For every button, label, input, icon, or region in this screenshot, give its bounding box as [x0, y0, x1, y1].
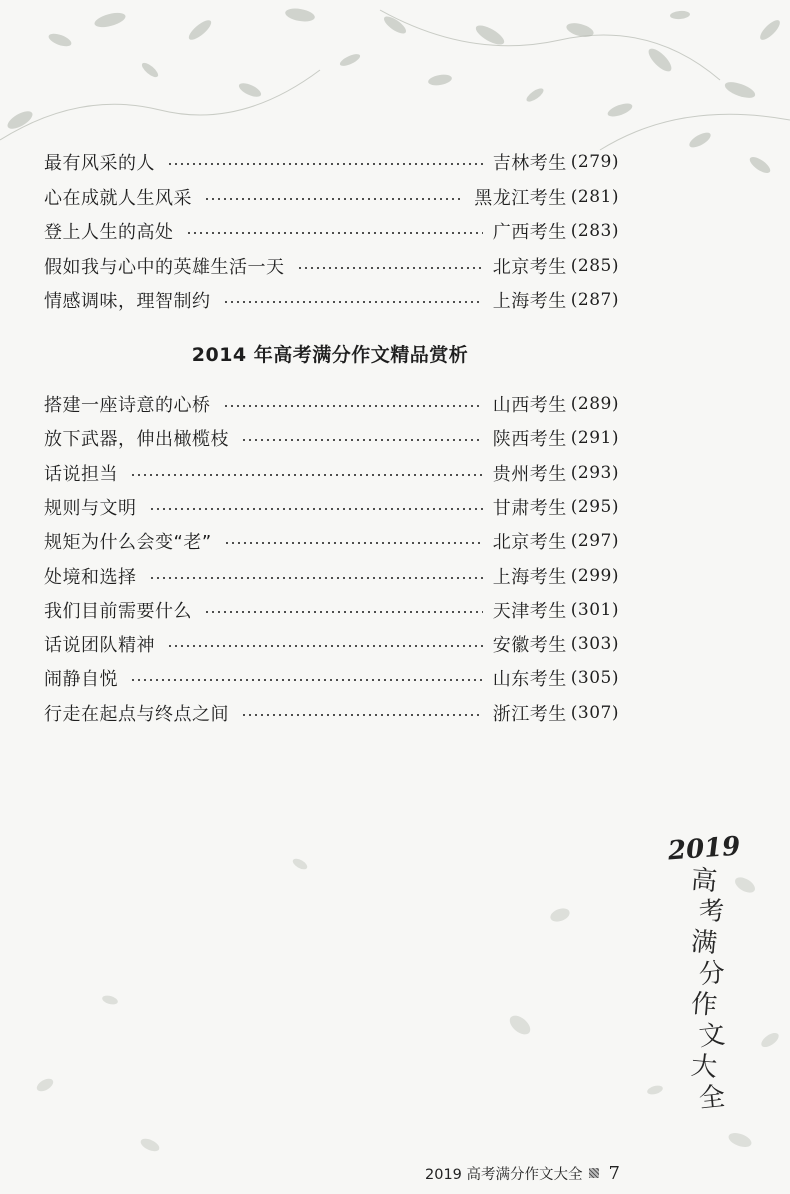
- toc-entry: [44, 182, 619, 212]
- toc-entry-title: 行走在起点与终点之间: [44, 703, 229, 725]
- toc-entry-page: (293): [570, 462, 619, 483]
- toc-entry-page: (285): [570, 255, 619, 276]
- brand-char: 满: [689, 926, 719, 960]
- dot-leader: [149, 508, 483, 510]
- toc-entry-page: (291): [570, 428, 619, 449]
- toc-entry-author: 山东考生: [492, 669, 567, 691]
- toc-entry-page: (281): [570, 186, 619, 207]
- toc-entry-title: 我们目前需要什么: [44, 600, 192, 622]
- toc-entry-title: 规则与文明: [44, 497, 137, 519]
- toc-entry-author: 山西考生: [492, 395, 567, 416]
- toc-entry-page: (295): [570, 496, 619, 517]
- toc-entry: [44, 216, 619, 246]
- dot-leader: [223, 405, 483, 407]
- page-footer: [425, 1160, 620, 1186]
- toc-entry: [44, 492, 619, 522]
- toc-entry: [44, 629, 619, 659]
- toc-entry-title: 搭建一座诗意的心桥: [44, 395, 211, 416]
- dot-leader: [204, 198, 464, 200]
- dot-leader: [167, 163, 483, 165]
- toc-entry-page: (307): [570, 702, 619, 723]
- toc-entry: [44, 285, 619, 315]
- toc-entry: [44, 663, 619, 693]
- brand-char: 分: [697, 957, 727, 991]
- toc-entry-author: 黑龙江考生: [474, 187, 567, 209]
- toc-entry: [44, 561, 619, 591]
- toc-entry: [44, 698, 619, 728]
- toc-entry-author: 甘肃考生: [492, 497, 567, 519]
- toc-entry-author: 上海考生: [492, 291, 567, 312]
- toc-entry: [44, 147, 619, 177]
- brand-char: 高: [689, 864, 719, 898]
- toc-entry-page: (289): [570, 394, 619, 414]
- toc-entry-title: 话说团队精神: [44, 635, 155, 657]
- toc-entry: [44, 458, 619, 488]
- toc-entry: [44, 595, 619, 625]
- brand-calligraphy: [680, 866, 732, 1114]
- dot-leader: [167, 645, 483, 647]
- toc-entry-page: (305): [570, 668, 619, 689]
- toc-entry-author: 浙江考生: [492, 703, 567, 725]
- brand-char: 全: [697, 1081, 727, 1115]
- toc-entry-title: 处境和选择: [44, 566, 137, 588]
- toc-entry-author: 安徽考生: [492, 635, 567, 657]
- toc-entry-title: 规矩为什么会变“老”: [44, 532, 212, 554]
- toc-entry-title: 登上人生的高处: [44, 222, 174, 243]
- brand-char: 文: [697, 1019, 727, 1053]
- toc-entry-title: 最有风采的人: [44, 153, 155, 174]
- toc-entry: [44, 389, 619, 419]
- brand-year: 2019: [667, 831, 742, 867]
- toc-entry-author: 上海考生: [492, 566, 567, 588]
- brand-char: 考: [697, 895, 727, 929]
- dot-leader: [130, 679, 483, 681]
- toc-entry: [44, 526, 619, 556]
- brand-char: 作: [689, 988, 719, 1022]
- toc-entry-page: (297): [570, 531, 619, 552]
- toc-entry: [44, 423, 619, 453]
- toc-entry-title: 放下武器，伸出橄榄枝: [44, 429, 229, 451]
- dot-leader: [224, 542, 483, 544]
- toc-entry-author: 北京考生: [492, 532, 567, 554]
- toc-entry-title: 话说担当: [44, 463, 118, 485]
- dot-leader: [149, 577, 483, 579]
- dot-leader: [204, 611, 483, 613]
- toc-entry-page: (301): [570, 599, 619, 620]
- toc-entry-title: 闹静自悦: [44, 669, 118, 691]
- toc-entry-title: 心在成就人生风采: [44, 187, 192, 209]
- toc-entry-author: 广西考生: [492, 222, 567, 243]
- toc-entry-author: 吉林考生: [492, 153, 567, 174]
- dot-leader: [241, 439, 483, 441]
- dot-leader: [130, 474, 483, 476]
- toc-entry-author: 天津考生: [492, 600, 567, 622]
- dot-leader: [241, 714, 483, 716]
- footer-square-icon: [589, 1168, 599, 1178]
- toc-entry-page: (287): [570, 290, 619, 310]
- toc-entry-page: (283): [570, 221, 619, 241]
- toc-entry-author: 陕西考生: [492, 429, 567, 451]
- toc-entry-title: 假如我与心中的英雄生活一天: [44, 256, 285, 278]
- dot-leader: [186, 232, 483, 234]
- toc-entry-page: (279): [570, 152, 619, 172]
- dot-leader: [223, 301, 483, 303]
- toc-entry: [44, 251, 619, 281]
- toc-entry-page: (303): [570, 634, 619, 655]
- section-title: 2014 年高考满分作文精品赏析: [191, 344, 469, 366]
- footer-book-title: 2019 高考满分作文大全: [425, 1166, 583, 1183]
- toc-entry-page: (299): [570, 565, 619, 586]
- toc-entry-author: 北京考生: [492, 256, 567, 278]
- page-number: 7: [608, 1162, 620, 1184]
- dot-leader: [297, 267, 483, 269]
- toc-entry-author: 贵州考生: [492, 463, 567, 485]
- brand-char: 大: [689, 1050, 719, 1084]
- toc-entry-title: 情感调味，理智制约: [44, 291, 211, 312]
